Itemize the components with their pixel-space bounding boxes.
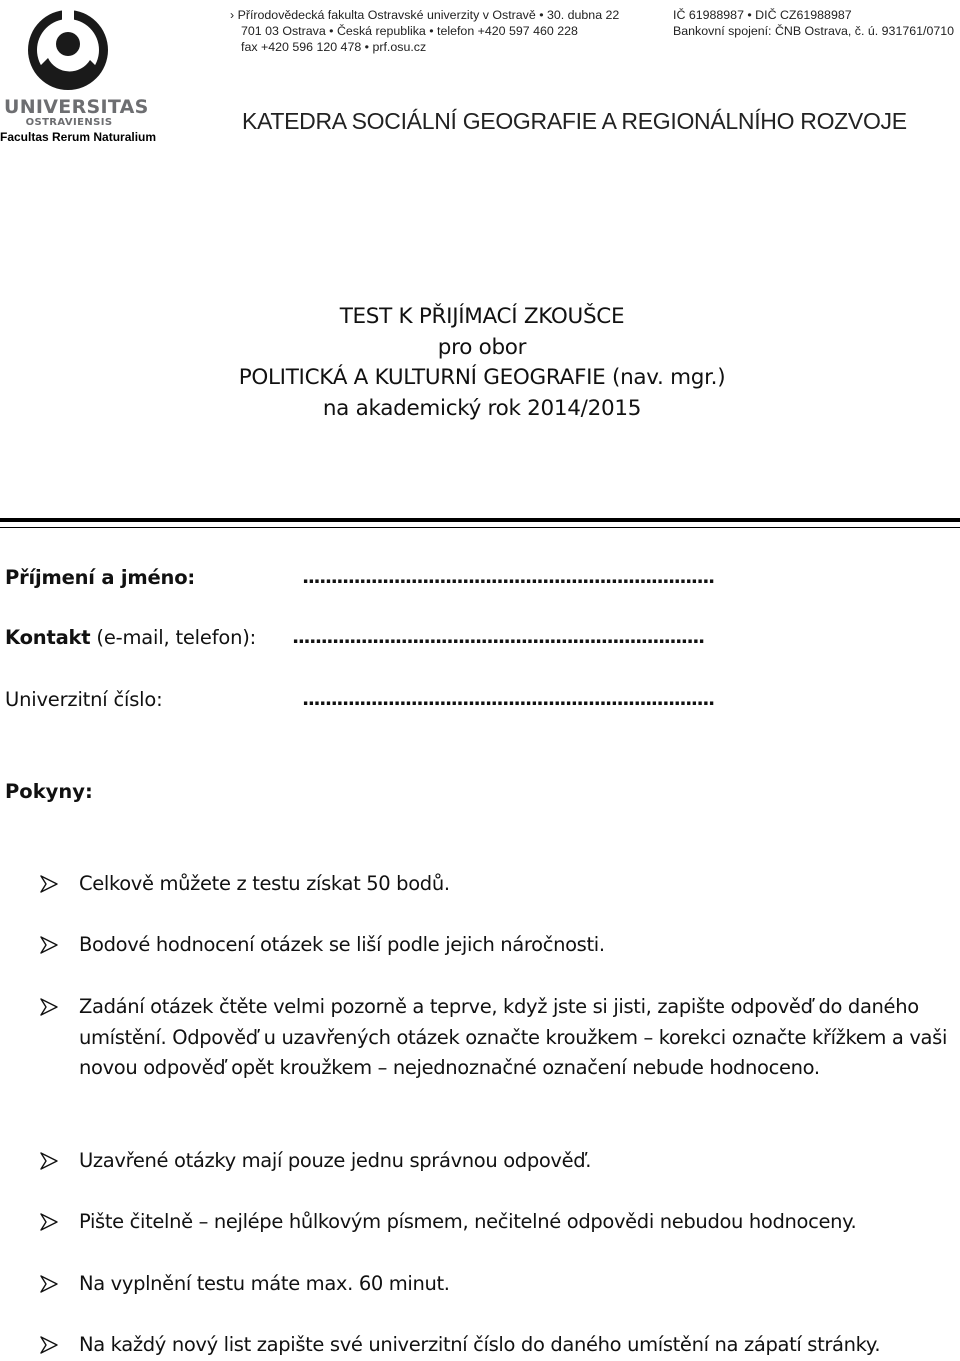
name-field-label: Příjmení a jméno: [5, 566, 196, 589]
arrow-bullet-icon [40, 1213, 58, 1231]
address-line: Bankovní spojení: ČNB Ostrava, č. ú. 931761/0710 [673, 24, 955, 38]
contact-field-blank[interactable]: ........................................................................ [292, 626, 704, 648]
arrow-bullet-icon [40, 1336, 58, 1354]
address-block-left [230, 7, 619, 55]
logo-text-ostraviensis: OSTRAVIENSIS [25, 117, 113, 128]
divider-thick [0, 518, 960, 522]
name-field-blank[interactable]: ........................................................................ [302, 566, 714, 588]
arrow-bullet-icon [40, 936, 58, 954]
logo-text-universitas: UNIVERSITAS [4, 96, 149, 118]
arrow-bullet-icon [40, 998, 58, 1016]
instruction-item: Bodové hodnocení otázek se liší podle jejich náročnosti. [40, 930, 960, 961]
instruction-item: Uzavřené otázky mají pouze jednu správnou odpověď. [40, 1146, 960, 1177]
address-line: 701 03 Ostrava • Česká republika • telefon +420 597 460 228 [241, 24, 578, 38]
instructions-heading: Pokyny: [5, 780, 93, 803]
uni-number-field-blank[interactable]: ........................................................................ [302, 688, 714, 710]
title-line: na akademický rok 2014/2015 [322, 395, 642, 421]
arrow-bullet-icon [40, 1275, 58, 1293]
instruction-item: Zadání otázek čtěte velmi pozorně a teprve, když jste si jisti, zapište odpověď do daného umístění. Odpověď u uzavřených otázek označte kroužkem – korekci označte křížkem a vaši novou odpověď opět kroužkem – nejednoznačné označení nebude hodnoceno. [40, 992, 960, 1084]
instruction-item: Celkově můžete z testu získat 50 bodů. [40, 869, 960, 900]
address-line: IČ 61988987 • DIČ CZ61988987 [673, 8, 852, 22]
title-line: POLITICKÁ A KULTURNÍ GEOGRAFIE (nav. mgr.) [238, 365, 726, 390]
arrow-bullet-icon [40, 875, 58, 893]
divider-thin [0, 527, 960, 528]
address-line: fax +420 596 120 478 • prf.osu.cz [241, 40, 427, 54]
contact-field-label: Kontakt (e-mail, telefon): [5, 626, 257, 649]
title-line: TEST K PŘIJÍMACÍ ZKOUŠCE [339, 304, 625, 329]
instruction-item: Na vyplnění testu máte max. 60 minut. [40, 1269, 960, 1300]
uni-number-field-label: Univerzitní číslo: [5, 688, 163, 711]
address-block-right [673, 7, 954, 39]
department-heading: KATEDRA SOCIÁLNÍ GEOGRAFIE A REGIONÁLNÍHO ROZVOJE [242, 108, 907, 134]
document-title [0, 302, 960, 424]
address-line: › Přírodovědecká fakulta Ostravské univerzity v Ostravě • 30. dubna 22 [230, 8, 620, 22]
title-line: pro obor [437, 334, 527, 360]
logo-text-faculty: Facultas Rerum Naturalium [0, 130, 157, 144]
instruction-item: Na každý nový list zapište své univerzitní číslo do daného umístění na zápatí stránky. [40, 1330, 960, 1361]
instruction-item: Pište čitelně – nejlépe hůlkovým písmem, nečitelné odpovědi nebudou hodnoceny. [40, 1207, 960, 1238]
arrow-bullet-icon [40, 1152, 58, 1170]
